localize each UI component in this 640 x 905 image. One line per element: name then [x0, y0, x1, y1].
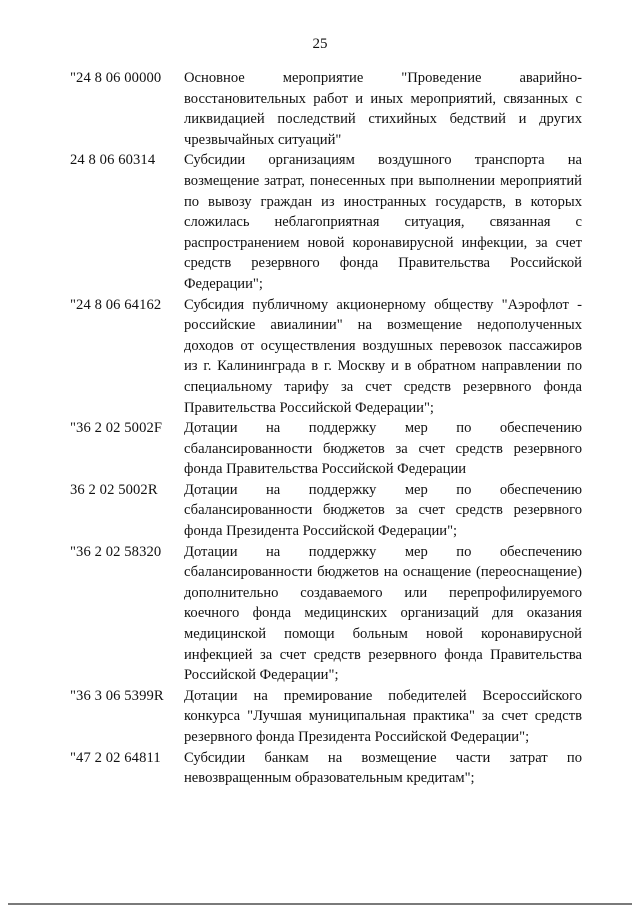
code-description: Дотации на поддержку мер по обеспечению сбалансированности бюджетов на оснащение (переоснащение) дополнительно создаваемого или перепрофилируемого коечного фонда медицинских организаций для оказания медицинской помощи больным новой коронавирусной инфекцией за счет средств резервного фонда Правительства Российской Федерации"; — [184, 543, 582, 684]
list-item — [70, 295, 582, 419]
budget-code: 24 8 06 60314 — [70, 152, 156, 169]
budget-code: "36 3 06 5399R — [70, 687, 164, 704]
budget-code: "36 2 02 5002F — [70, 420, 163, 437]
list-item — [70, 748, 582, 789]
code-description: Субсидии банкам на возмещение части затрат по невозвращенным образовательным кредитам"; — [184, 749, 582, 787]
budget-code: "47 2 02 64811 — [70, 749, 161, 766]
code-description: Дотации на поддержку мер по обеспечению сбалансированности бюджетов за счет средств резервного фонда Правительства Российской Федерации — [184, 420, 582, 478]
budget-code: "36 2 02 58320 — [70, 543, 162, 560]
list-item — [70, 542, 582, 686]
code-description: Дотации на премирование победителей Всероссийского конкурса "Лучшая муниципальная практика" за счет средств резервного фонда Президента Российской Федерации"; — [184, 687, 582, 745]
list-item — [70, 150, 582, 294]
list-item — [70, 480, 582, 542]
budget-code: "24 8 06 00000 — [70, 70, 162, 86]
list-item — [70, 68, 582, 150]
code-description: Дотации на поддержку мер по обеспечению сбалансированности бюджетов за счет средств резервного фонда Президента Российской Федерации"; — [184, 481, 582, 540]
budget-code-list — [70, 68, 582, 789]
code-description: Субсидии организациям воздушного транспорта на возмещение затрат, понесенных при выполнении мероприятий по вывозу граждан из иностранных государств, в которых сложилась неблагоприятная ситуация, связанная с распространением новой коронавирусной инфекции, за счет средств резервного фонда Правительства Российской Федерации"; — [184, 152, 582, 292]
list-item — [70, 418, 582, 480]
code-description: Субсидия публичному акционерному обществу "Аэрофлот - российские авиалинии" на возмещение недополученных доходов от осуществления воздушных перевозок пассажиров из г. Калининграда в г. Москву и в обратном направлении по специальному тарифу за счет средств резервного фонда Правительства Российской Федерации"; — [184, 296, 582, 416]
list-item — [70, 686, 582, 748]
budget-code: "24 8 06 64162 — [70, 296, 162, 313]
budget-code: 36 2 02 5002R — [70, 481, 158, 498]
code-description: Основное мероприятие "Проведение аварийно-восстановительных работ и иных мероприятий, связанных с ликвидацией последствий стихийных бедствий и других чрезвычайных ситуаций" — [184, 70, 582, 148]
page-number: 25 — [312, 36, 328, 52]
